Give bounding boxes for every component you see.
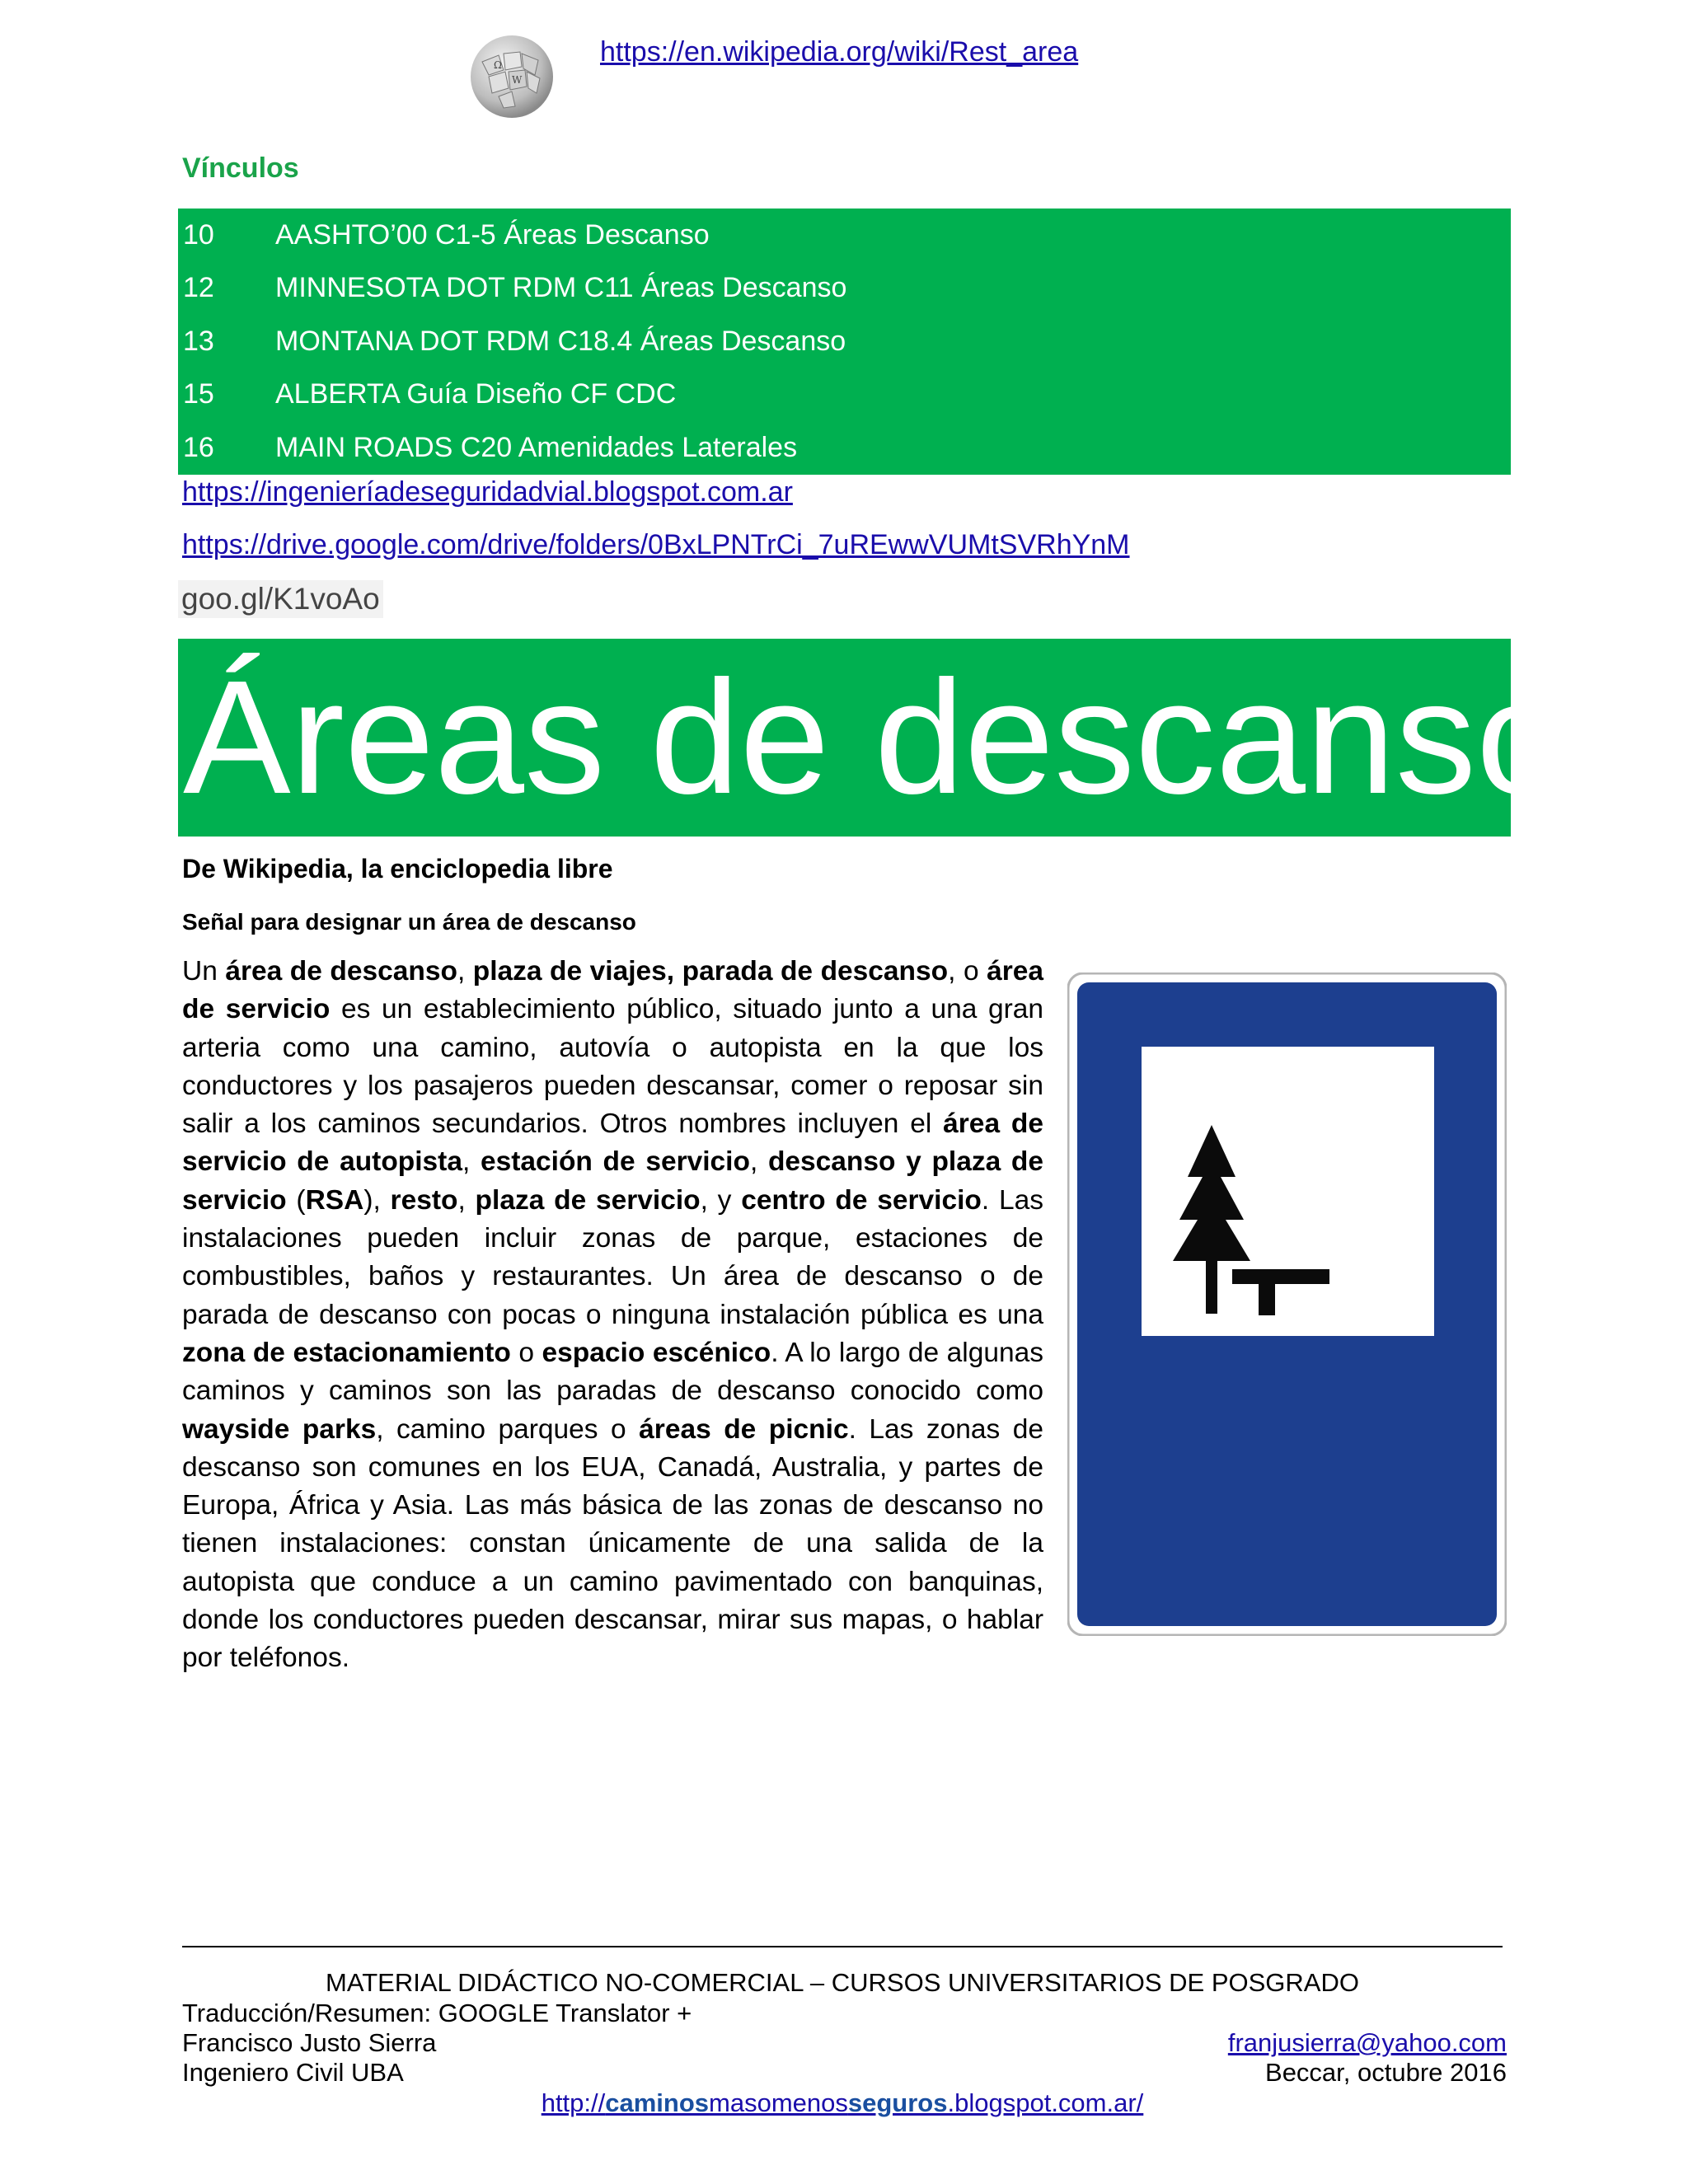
- body-bold-term: espacio escénico: [542, 1337, 771, 1368]
- blog-link[interactable]: https://ingenieríadeseguridadvial.blogspot.com.ar: [182, 476, 793, 508]
- link-number: 13: [183, 325, 214, 357]
- footer-blog-link[interactable]: [182, 2088, 1503, 2118]
- link-row[interactable]: [178, 421, 1511, 475]
- body-paragraph: [182, 953, 1043, 1678]
- body-text-run: , o: [948, 956, 987, 987]
- link-label[interactable]: MINNESOTA DOT RDM C11 Áreas Descanso: [275, 272, 847, 304]
- body-bold-term: resto: [390, 1184, 458, 1216]
- svg-text:Ω: Ω: [494, 59, 502, 71]
- header-wikipedia-url[interactable]: https://en.wikipedia.org/wiki/Rest_area: [600, 36, 1079, 68]
- footer-url-part: caminos: [605, 2088, 710, 2117]
- title-banner: [178, 639, 1566, 837]
- body-text-run: ,: [457, 1184, 476, 1216]
- body-bold-term: plaza de servicio: [475, 1184, 701, 1216]
- body-bold-term: centro de servicio: [741, 1184, 982, 1216]
- short-link[interactable]: goo.gl/K1voAo: [178, 580, 383, 618]
- footer-author-title: Ingeniero Civil UBA: [182, 2058, 404, 2087]
- footer-title: MATERIAL DIDÁCTICO NO-COMERCIAL – CURSOS UNIVERSITARIOS DE POSGRADO: [326, 1968, 1359, 1997]
- links-table: [178, 209, 1511, 475]
- body-bold-term: áreas de picnic: [639, 1413, 849, 1445]
- body-bold-term: área de descanso: [225, 956, 457, 987]
- body-text-run: , camino parques o: [376, 1413, 640, 1445]
- link-label[interactable]: ALBERTA Guía Diseño CF CDC: [275, 378, 677, 410]
- body-text-run: . Las instalaciones pueden incluir zonas de parque, estaciones de combustibles, baños y restaurantes. Un área de descanso o de parada de descanso con pocas o ninguna instalación pública es una: [182, 1184, 1043, 1330]
- page-title: Áreas de descanso: [183, 647, 1566, 827]
- drive-link[interactable]: https://drive.google.com/drive/folders/0BxLPNTrCi_7uREwwVUMtSVRhYnM: [182, 529, 1130, 560]
- link-row[interactable]: [178, 315, 1511, 368]
- footer-url-part: http://: [541, 2088, 606, 2117]
- footer-url-part: seguros: [847, 2088, 948, 2117]
- link-label[interactable]: MONTANA DOT RDM C18.4 Áreas Descanso: [275, 325, 846, 357]
- footer-divider: [182, 1946, 1503, 1947]
- footer-url-part: .blogspot.com.ar/: [947, 2088, 1144, 2117]
- image-caption: Señal para designar un área de descanso: [182, 909, 636, 935]
- body-bold-term: wayside parks: [182, 1413, 377, 1445]
- footer-author-name: Francisco Justo Sierra: [182, 2028, 437, 2057]
- body-text-run: Un: [182, 956, 226, 987]
- body-bold-term: zona de estacionamiento: [182, 1337, 511, 1368]
- link-label[interactable]: AASHTO’00 C1-5 Áreas Descanso: [275, 218, 710, 251]
- link-row[interactable]: [178, 368, 1511, 422]
- body-text-run: es un establecimiento público, situado junto a una gran arteria como una camino, autovía o autopista en la que los conductores y los pasajeros pueden descansar, comer o reposar sin salir a los caminos secundarios. Otros nombres incluyen el: [182, 994, 1043, 1140]
- rest-area-sign-icon: [1067, 972, 1507, 1636]
- link-number: 16: [183, 431, 214, 463]
- body-text-run: , y: [700, 1184, 742, 1216]
- svg-text:W: W: [512, 74, 523, 86]
- link-number: 12: [183, 272, 214, 304]
- body-bold-term: RSA: [305, 1184, 364, 1216]
- body-text-run: . Las zonas de descanso son comunes en los EUA, Canadá, Australia, y partes de Europa, África y Asia. Las más básica de las zonas de descanso no tienen instalaciones: constan únicamente de una salida de la autopista que conduce a un camino pavimentado con banquinas, donde los conductores pueden descansar, mirar sus mapas, o hablar por teléfonos.: [182, 1413, 1043, 1674]
- footer-email-link[interactable]: franjusierra@yahoo.com: [1227, 2028, 1507, 2057]
- body-bold-term: estación de servicio: [480, 1146, 750, 1178]
- subtitle: De Wikipedia, la enciclopedia libre: [182, 854, 613, 883]
- body-text-run: ,: [749, 1146, 768, 1178]
- body-bold-term: plaza de viajes, parada de descanso: [472, 956, 949, 987]
- vinculos-heading: Vínculos: [182, 152, 299, 184]
- link-row[interactable]: [178, 262, 1511, 316]
- body-bold-term: descanso y plaza de servicio: [182, 1146, 1043, 1216]
- body-text-run: (: [286, 1184, 306, 1216]
- body-bold-term: área de servicio de autopista: [182, 1108, 1043, 1178]
- link-row[interactable]: [178, 209, 1511, 262]
- footer-place-date: Beccar, octubre 2016: [1265, 2058, 1507, 2087]
- link-number: 10: [183, 218, 214, 251]
- body-text-run: ,: [462, 1146, 481, 1178]
- wikipedia-logo-icon: [466, 29, 558, 121]
- link-number: 15: [183, 378, 214, 410]
- footer-url-part: masomenos: [709, 2088, 848, 2117]
- link-label[interactable]: MAIN ROADS C20 Amenidades Laterales: [275, 431, 798, 463]
- body-text-run: ),: [363, 1184, 391, 1216]
- body-text-run: ,: [457, 956, 473, 987]
- body-bold-term: área de servicio: [182, 956, 1044, 1025]
- footer-translation-credit: Traducción/Resumen: GOOGLE Translator +: [182, 1999, 692, 2027]
- body-text-run: . A lo largo de algunas caminos y caminos son las paradas de descanso conocido como: [182, 1337, 1044, 1407]
- body-text-run: o: [510, 1337, 542, 1368]
